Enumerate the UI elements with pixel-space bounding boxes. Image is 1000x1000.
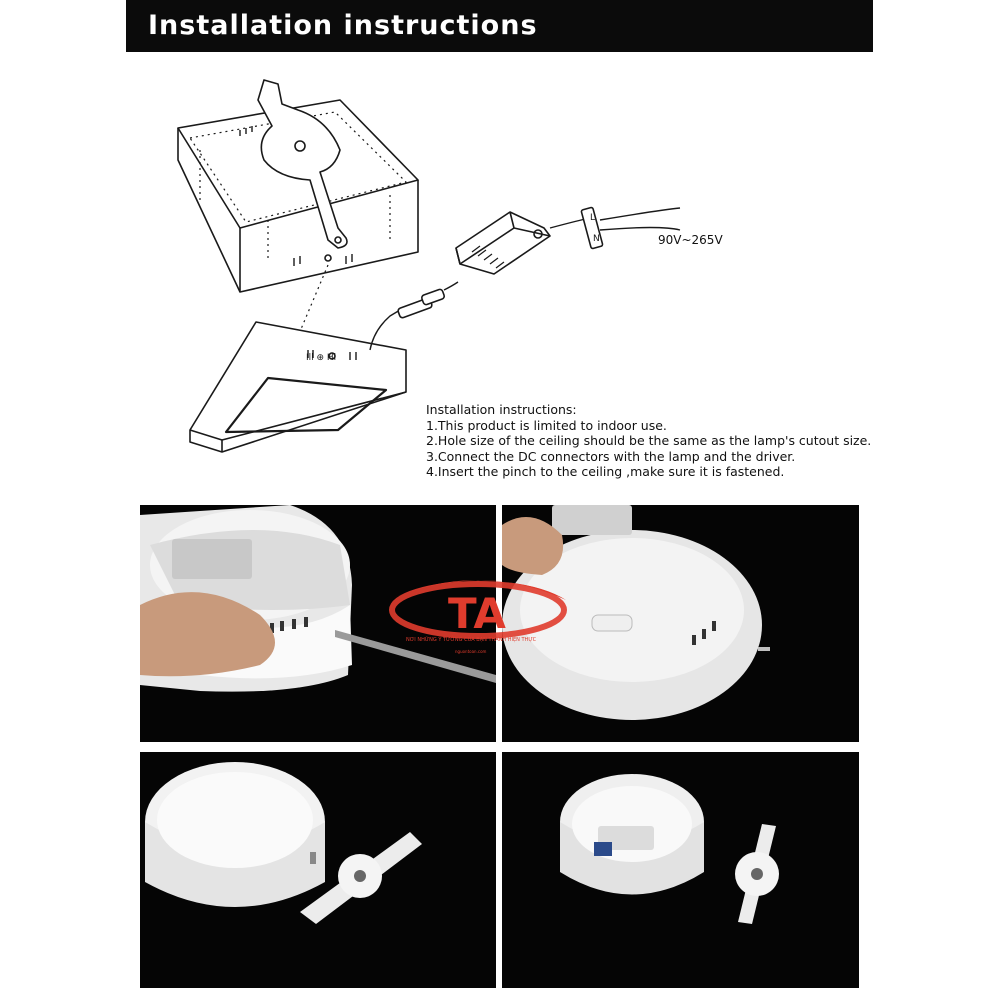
watermark-logo-text: TA — [448, 589, 506, 638]
driver-and-bracket-photo — [502, 752, 859, 988]
watermark-tagline: NƠI NHỮNG Ý TƯỞNG CỦA BẠN THÀNH HIỆN THỰC — [406, 637, 537, 643]
page-header — [126, 0, 873, 52]
instruction-step-2: 2.Hole size of the ceiling should be the same as the lamp's cutout size. — [426, 433, 872, 449]
watermark-logo — [388, 570, 568, 660]
instruction-step-3: 3.Connect the DC connectors with the lamp and the driver. — [426, 448, 796, 464]
led-driver — [456, 212, 550, 274]
instruction-step-4: 4.Insert the pinch to the ceiling ,make sure it is fastened. — [426, 464, 785, 480]
instructions-list — [426, 402, 872, 480]
wire-label-l: L — [590, 213, 596, 223]
instruction-step-1: 1.This product is limited to indoor use. — [426, 417, 667, 433]
watermark-site: nguontoan.com — [455, 649, 487, 654]
lamp-panel — [190, 322, 406, 452]
wire-label-n: N — [593, 234, 600, 244]
voltage-label: 90V~265V — [658, 233, 723, 247]
instructions-heading: Installation instructions: — [426, 402, 577, 417]
page-title: Installation instructions — [148, 10, 538, 41]
housing-and-bracket-photo — [140, 752, 496, 988]
lamp-markings: Ill ⊕ Hl — [306, 353, 337, 363]
